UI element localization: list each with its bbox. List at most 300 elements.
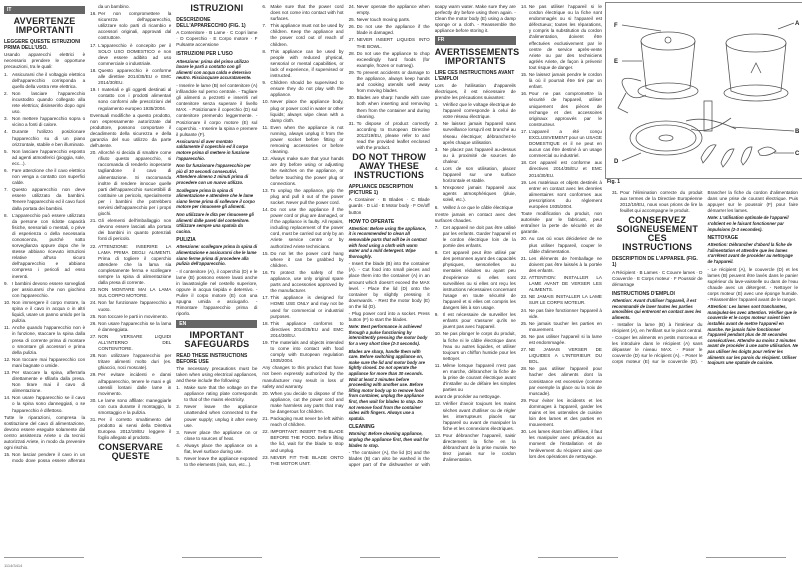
item-text: This appliance conforms to directives 2014/35/EU and EMC 2014/30/EU. xyxy=(270,320,344,338)
item-number: 16. xyxy=(90,11,97,17)
item-number: 28. xyxy=(348,50,355,56)
item-number: 17. xyxy=(520,128,528,134)
section-title: CONSERVARE QUESTE ISTRUZIONI xyxy=(98,3,244,462)
paragraph: - Plug power cord into a socket. Press button (F) to start the blades. xyxy=(348,311,430,323)
item-number: 13. xyxy=(262,187,269,193)
item-text: Ne pas utiliser l'appareil si la lame est endommagée. xyxy=(528,333,602,345)
numbered-item xyxy=(4,395,85,413)
numbered-item xyxy=(4,325,85,355)
item-text: Pour débrancher l'appareil, saisir directement la fiche en la débranchant de la prise murale. Ne tirez jamais sur le cordon d'alimentation. xyxy=(442,432,516,463)
item-text: Ne laissez jamais l'appareil sans surveillance lorsqu'il est branché au réseau électrique; débranchez-le après chaque utilisation. xyxy=(442,121,516,145)
item-text: NE JAMAIS VERSER DE LIQUIDES A L'INTERIEUR DU BOL. xyxy=(528,347,602,365)
item-text: NEVER INSERT LIQUIDS INTO THE BOWL. xyxy=(356,37,430,49)
page-code: 1114/3414 xyxy=(4,563,23,568)
numbered-item xyxy=(90,321,171,333)
item-number: 29. xyxy=(520,397,528,403)
item-number: 13. xyxy=(4,369,11,375)
item-text: Les matériaux et objets destinés à entrer en contact avec les denrées alimentaires sont conformes aux prescriptions du règlement européen 1935/2004. xyxy=(528,179,602,209)
item-text: This appliance must not be used by children. Keep the appliance and the power cord out of reach of children. xyxy=(270,23,344,47)
numbered-item xyxy=(4,370,85,394)
numbered-item xyxy=(4,187,85,211)
item-text: ATTENTION: INSTALLER LA LAME AVANT DE VERSER LES ALIMENTS. xyxy=(528,275,602,293)
manual-text-main xyxy=(4,4,602,468)
item-number: 4. xyxy=(176,442,181,448)
paragraph: A Récipient · B Lames · C Couvre lames · D Couvercle · E Corps moteur · F Poussoir de démarrage xyxy=(612,269,703,287)
item-number: 16. xyxy=(520,91,528,97)
numbered-item xyxy=(521,308,602,320)
paragraph: - The container (A), the lid (D) and the blades (B) can also be washed in the upper part of the dishwasher or with soapy warm water. Make sure they are perfectly dry before using them again. - Clean the motor body (E) using a damp sponge or a cloth. - Reassemble the appliance before storing it. xyxy=(348,4,516,468)
item-number: 27. xyxy=(90,333,97,339)
item-text: Fare attenzione che il cavo elettrico non venga a contatto con superfici calde. xyxy=(12,167,86,186)
warning-note: Non utilizzare le dita per rimuovere gli alimenti dalle pareti del contenitore. Utilizzare sempre una spatola da cucina. xyxy=(176,211,254,234)
paragraph: n'entre jamais en contact avec des surfaces chaudes. xyxy=(434,211,516,223)
divider xyxy=(4,557,84,558)
item-number: 24. xyxy=(520,307,528,313)
item-number: 11. xyxy=(262,124,269,130)
numbered-item xyxy=(90,398,171,416)
item-number: 30. xyxy=(520,429,528,435)
warning-note: Attention: Before using the appliance, it is recommended to clean all removable parts that will be in contact with food using a cloth with warm water and a mild detergent. Wipe thoroughly. xyxy=(348,225,427,259)
item-number: 28. xyxy=(520,366,528,372)
item-number: 8. xyxy=(4,212,8,218)
section-title: DO NOT THROW AWAY THESE INSTRUCTIONS xyxy=(352,152,427,181)
item-number: 14. xyxy=(4,395,11,401)
item-number: 6. xyxy=(262,4,267,9)
item-number: 7. xyxy=(4,187,8,193)
item-number: 11. xyxy=(4,325,11,331)
item-number: 31. xyxy=(612,190,619,195)
numbered-item xyxy=(262,270,343,294)
item-text: To dispose of product correctly according to European Directive 2012/19/EU, please refer to and read the provided leaflet enclosed with the product. xyxy=(356,120,430,151)
item-number: 27. xyxy=(520,347,528,353)
item-text: Même lorsque l'appareil n'est pas en marche, débrancher la fiche de la prise de courant électrique avant d'installer ou de défaire les simples parties ou xyxy=(442,362,516,393)
paragraph: Any changes to this product that have not been expressly authorized by the manufacturer may result in loss of safety and warranty. xyxy=(262,365,344,389)
numbered-item xyxy=(262,295,343,319)
item-number: 20. xyxy=(90,150,97,156)
item-text: Per evitare incidenti e danni all'apparecchio, tenere le mani e gli utensili lontani dalle lame in movimento. xyxy=(98,372,172,396)
subsection-heading: LEGGERE QUESTE ISTRUZIONI PRIMA DELL'USO. xyxy=(4,39,81,52)
item-number: 26. xyxy=(90,320,97,326)
numbered-item xyxy=(521,180,602,210)
item-number: 2. xyxy=(176,404,181,410)
item-text: When you decide to dispose of the appliance, cut the power cord and make harmless any parts that may be dangerous for children. xyxy=(270,390,344,414)
item-number: 11. xyxy=(434,362,441,368)
numbered-item xyxy=(435,147,516,165)
numbered-item xyxy=(349,24,430,36)
numbered-item xyxy=(4,72,85,90)
numbered-item xyxy=(90,314,171,320)
item-number: 15. xyxy=(262,250,269,256)
item-number: 24. xyxy=(90,300,97,306)
manual-text-side xyxy=(612,190,798,366)
numbered-item xyxy=(90,150,171,217)
paragraph: Tutte le riparazioni, compresa la sostituzione del cavo di alimentazione, devono essere eseguite solamente dal centro assistenza Ariete o da tecnici autorizzati Ariete, in modo da prevenire ogni rischio. xyxy=(4,414,86,451)
item-text: Assicurarsi che il voltaggio elettrico dell'apparecchio corrisponda a quello della vostra rete elettrica. xyxy=(12,71,86,89)
item-text: NEVER FIT THE BLADE ONTO THE MOTOR UNIT. xyxy=(270,454,344,466)
numbered-item xyxy=(262,49,343,79)
numbered-item xyxy=(521,429,602,459)
item-text: Ne placez pas l'appareil au-dessus ou à proximité de sources de chaleur. xyxy=(442,146,516,164)
numbered-item xyxy=(435,433,516,463)
item-text: Non far funzionare l'apparecchio a vuoto. xyxy=(98,300,172,312)
item-number: 4. xyxy=(4,129,8,135)
subsection-heading: NETTOYAGE xyxy=(707,235,739,242)
item-text: The materials and objects intended to come into contact with food comply with European regulation 1935/2004. xyxy=(270,339,344,364)
item-text: Do not use the appliance if the blade is damaged. xyxy=(356,24,430,36)
item-number: 23. xyxy=(262,454,269,460)
item-text: Non lasciar pendere il cavo in un modo dove possa essere afferrato da un bambino. xyxy=(12,4,130,464)
subsection-heading: HOW TO OPERATE xyxy=(348,218,395,225)
label-a: A xyxy=(795,21,800,27)
numbered-item xyxy=(262,4,343,22)
item-number: 20. xyxy=(520,236,528,242)
paragraph: Lors de l'utilisation d'appareils électriques, il est nécessaire de prendre les précautions suivantes: xyxy=(434,82,516,100)
item-number: 16. xyxy=(262,269,269,275)
warning-note: Note: Best performance is achieved through a pulse functioning by intermittently pressing the motor body for a very short time (2-3 seconds). xyxy=(348,324,428,346)
item-text: Ne pas utiliser l'appareil si le cordon électrique ou la fiche sont endommagés ou si l'appareil est défectueux; toutes les réparations, y compris la substitution du cordon d'alimentation, doivent être effectuées exclusivement par le centre de service après-vente Ariete ou par des techniciens agréés Ariete, de façon à prévenir tout risque de danger. xyxy=(528,4,602,70)
paragraph: The necessary precautions must be taken when using electrical appliances, and these include the following: xyxy=(176,365,258,383)
item-text: Cet appareil ne doit pas être utilisé par les enfants. Garder l'appareil et le cordon électrique loin de la portée des enfants. xyxy=(442,224,516,249)
numbered-item xyxy=(612,190,703,214)
numbered-item xyxy=(4,129,85,147)
item-text: Ne jamais toucher les parties en mouvement. xyxy=(528,320,602,332)
warning-note: Attention: Les lames sont tranchantes, manipulez-les avec attention. Vérifier que le couvercle et le corps moteur soient bien installés avant de mettre l'appareil en marche. Ne jamais faire fonctionner l'appareil pendant plus de 30 secondes consécutives. Attendre au moins 2 minutes avant de procéder à une autre utilisation. Ne pas utiliser les doigts pour retirer les aliments sur les parois du récipient. Utiliser toujours une spatule de cuisine. xyxy=(707,304,798,366)
item-text: NON MONTARE MAI LA LAMA SUL CORPO MOTORE. xyxy=(98,287,172,299)
item-number: 25. xyxy=(348,17,355,23)
numbered-item xyxy=(521,275,602,293)
item-number: 1. xyxy=(434,102,439,108)
paragraph: - Installer la lame (B) à l'intérieur du récipient (A), en l'enfilant sur le pivot central. - Couper les aliments en petits morceaux et les introduire dans le récipient (A) sans dépasser le niveau MAX. - Poser le couvercle (D) sur le récipient (A). - Poser le corps moteur (E) sur le couvercle (D). - Brancher la fiche du cordon d'alimentation dans une prise de courant électrique. Puis appuyer sur le poussoir (F) pour faire démarrer les lames. xyxy=(612,190,798,364)
item-text: Ne pas faire fonctionner l'appareil à vide. xyxy=(528,307,602,319)
item-number: 13. xyxy=(434,432,442,438)
item-text: Per non compromettere la sicurezza dell'apparecchio, utilizzare solo parti di ricambio e accessori originali, approvati dal costruttore. xyxy=(98,11,172,41)
item-number: 21. xyxy=(520,255,528,261)
item-text: L'appareil a été conçu EXCLUSIVEMENT pour un USAGE DOMESTIQUE et il ne peut en aucun cas être destiné à un usage commercial ou industriel. xyxy=(528,128,602,159)
item-number: 15. xyxy=(4,452,11,458)
item-text: Never operate the appliance when empty. xyxy=(356,4,430,16)
numbered-item xyxy=(435,331,516,361)
numbered-item xyxy=(349,70,430,94)
item-number: 15. xyxy=(520,72,528,78)
item-number: 5. xyxy=(176,456,181,462)
numbered-item xyxy=(521,347,602,365)
item-text: Vérifiez que le voltage électrique de l'appareil corresponde à celui de votre réseau électrique. xyxy=(442,102,516,120)
item-text: Au cas où vous décideriez de ne plus utiliser l'appareil, couper le câble d'alimentation. xyxy=(528,236,602,254)
item-text: Non usare l'apparecchio se la lama è danneggiata. xyxy=(98,320,172,332)
numbered-item xyxy=(176,385,257,403)
item-text: Anche quando l'apparecchio non è in funzione, staccare la spina dalla presa di corrente prima di montare o smontare gli accessori e prima della pulizia. xyxy=(12,325,86,355)
item-text: Never touch moving parts. xyxy=(356,17,411,23)
numbered-item xyxy=(262,188,343,206)
item-text: Make sure that the voltage on the appliance rating plate corresponds to that of the mains electricity. xyxy=(184,385,258,403)
numbered-item xyxy=(4,357,85,369)
item-text: Non lasciare l'apparecchio esposto ad agenti atmosferici (pioggia, sole, ecc...). xyxy=(12,148,86,166)
item-number: 10. xyxy=(262,99,269,105)
item-number: 18. xyxy=(520,160,528,166)
warning-note: Assicurarsi di aver montato saldamente il coperchio ed il corpo motore prima di mettere in funzione l'apparecchio. xyxy=(176,138,250,161)
item-text: Gli elementi dell'imballaggio non devono essere lasciati alla portata dei bambini in quanto potenziali fonti di pericolo. xyxy=(98,218,172,242)
numbered-item xyxy=(521,398,602,428)
numbered-item xyxy=(4,213,85,280)
item-number: 10. xyxy=(4,299,11,305)
item-number: 4. xyxy=(434,165,439,171)
item-number: 10. xyxy=(434,331,442,337)
item-number: 3. xyxy=(176,429,181,435)
item-number: 2. xyxy=(434,121,439,127)
item-text: Pour ne pas compromettre la sécurité de l'appareil, utiliser uniquement des pièces de rechange et des accessoires originaux approuvés par le constructeur. xyxy=(528,91,602,127)
numbered-item xyxy=(435,205,516,211)
numbered-item xyxy=(262,156,343,186)
numbered-item xyxy=(521,366,602,396)
numbered-item xyxy=(521,294,602,306)
label-c: C xyxy=(795,151,800,157)
item-number: 28. xyxy=(90,353,97,359)
item-text: Non usare l'apparecchio se il cavo o la spina sono danneggiati, o se l'apparecchio è difettoso. xyxy=(12,395,86,413)
item-text: Les éléments de l'emballage ne doivent pas être laissés à la portée des enfants. xyxy=(528,255,602,273)
item-text: Packaging must never be left within reach of children. xyxy=(270,416,344,428)
item-number: 8. xyxy=(262,48,267,54)
paragraph: avant de procéder au nettoyage. xyxy=(434,394,501,400)
item-text: Allorché si decida di smaltire come rifiuto questo apparecchio, si raccomanda di renderlo inoperante tagliandone il cavo di alimentazione. Si raccomanda inoltre di rendere innocue quelle parti dell'apparecchio suscettibili di costituire un pericolo, specialmente per i bambini che potrebbero servirsi dell'apparecchio per i propri giochi. xyxy=(98,150,172,217)
section-title: AVERTISSEMENTS IMPORTANTS xyxy=(434,46,520,66)
numbered-item xyxy=(349,95,430,119)
divider xyxy=(360,557,440,558)
item-number: 19. xyxy=(520,179,528,185)
numbered-item xyxy=(262,23,343,47)
item-text: Il est nécessaire de surveiller les enfants pour s'assurer qu'ils ne jouent pas avec l'appareil. xyxy=(442,312,516,330)
item-text: Le lame sono affilate: maneggiarle con cura durante il montaggio, lo smontaggio e la pulizia. xyxy=(98,397,172,415)
numbered-item xyxy=(435,166,516,184)
item-number: 18. xyxy=(262,320,269,326)
warning-note: Attenzione: scollegare prima la spina di alimentazione e assicurarsi che le lame siano ferme prima di procedere alla pulizia dell'apparecchio. xyxy=(176,244,258,267)
numbered-item xyxy=(262,99,343,123)
item-text: Never leave the appliance unattended when connected to the power supply; unplug it after every use. xyxy=(184,404,258,428)
item-text: Ne pas utiliser l'appareil pour hacher des aliments dont la consistance est excessive (comme par exemple la glace ou la noix de muscade). xyxy=(528,366,602,396)
item-text: ATTENZIONE: INSERIRE LA LAMA PRIMA DEGLI ALIMENTI. Prima di togliere il coperchio attendere che la lama sia completamente ferma e scollegare sempre la spina di alimentazione dalla presa di corrente. xyxy=(98,243,172,286)
item-text: Durante l'utilizzo posizionare l'apparecchio su di un piano orizzontale, stabile e ben illuminato. xyxy=(12,129,86,147)
item-number: 2. xyxy=(4,90,8,96)
warning-note: Attention: Avant d'utiliser l'appareil, il est recommandé de laver toutes les parties amovibles qui entreront en contact avec les aliments. xyxy=(612,297,702,320)
subsection-heading: PULIZIA xyxy=(176,237,196,244)
item-text: Never place the appliance on or close to sources of heat. xyxy=(184,429,258,441)
item-number: 31. xyxy=(90,417,97,423)
subsection-heading: DESCRIPTION DE L'APPAREIL (FIG. 1) xyxy=(612,256,698,269)
warning-note: Attenzione: prima del primo utilizzo lavare le parti a contatto con gli alimenti con acqua calda e detersivo neutro. Risciacquare accuratamente. xyxy=(176,58,252,81)
numbered-item xyxy=(435,363,516,393)
warning-note: Non far funzionare l'apparecchio per più di 30 secondi consecutivi. Attendere almeno 2 minuti prima di procedere con un nuovo utilizzo. xyxy=(176,163,251,185)
numbered-item xyxy=(262,207,343,250)
numbered-item xyxy=(521,4,602,71)
item-text: To unplug the appliance, grip the plug and pull it out of the power socket. Never pull the power cord. xyxy=(270,187,344,205)
numbered-item xyxy=(435,401,516,431)
item-text: Non immergere il corpo motore, la spina e il cavo in acqua o in altri liquidi, usare un panno umido per la pulizia. xyxy=(12,299,86,324)
item-number: 26. xyxy=(520,333,528,339)
item-text: L'apparecchio può essere utilizzato da persone con ridotte capacità fisiche, sensoriali o mentali, o prive di esperienza o della necessaria conoscenza, purché sotto sorveglianza oppure dopo che le stesse abbiano ricevuto istruzioni relative all'uso sicuro dell'apparecchio e abbiano compreso i pericoli ad esso inerenti. xyxy=(12,212,86,279)
item-text: Never place the appliance body, plug or power cord in water or other liquids; always wipe clean with a damp cloth. xyxy=(270,99,344,123)
numbered-item xyxy=(90,68,171,86)
numbered-item xyxy=(349,17,430,23)
item-text: Questo apparecchio è conforme alle direttive 2014/35/EU e EMC 2014/30/EU. xyxy=(98,67,172,86)
item-text: This appliance is designed for HOME USE ONLY and may not be used for commercial or industrial purposes. xyxy=(270,295,344,319)
item-text: Ne laissez jamais pendre le cordon là où il pourrait être tiré par un enfant. xyxy=(528,72,602,90)
numbered-item xyxy=(90,417,171,441)
numbered-item xyxy=(435,121,516,145)
item-text: To prevent accidents or damage to the appliance, always keep hands and cooking utensils well away from moving blades. xyxy=(356,69,430,94)
item-text: Lors de son utilisation, placez l'appareil sur une surface horizontale et stable. xyxy=(442,165,516,184)
paragraph: - Inserire le lame (B) nel contenitore (A) infilandole sul perno centrale. - Tagliare gli alimenti a pezzetti e inserirli nel contenitore senza superare il livello MAX. - Posizionare il coperchio (D) sul contenitore premendo leggermente. - Posizionare il corpo motore (E) sul coperchio. - Inserire la spina e premere il pulsante (F). xyxy=(176,82,258,137)
paragraph: Eventuali modifiche a questo prodotto, non espressamente autorizzate dal produttore, possono comportare il decadimento della sicurezza e della garanzia del suo utilizzo da parte dell'utente. xyxy=(90,112,172,149)
item-number: 9. xyxy=(434,312,439,318)
item-number: 7. xyxy=(262,23,267,29)
label-b: B xyxy=(795,129,800,135)
numbered-item xyxy=(435,102,516,120)
subsection-heading: READ THESE INSTRUCTIONS BEFORE USE xyxy=(176,352,248,365)
item-text: Pour éviter les incidents et les dommages à l'appareil, garder les mains et les ustensiles de cuisine loin des lames et des parties en mouvement. xyxy=(528,397,602,428)
item-text: Les lames étant bien affilées, il faut les manipuler avec précaution au moment de l'installation et de l'enlèvement du récipient ainsi que lors des opérations de nettoyage. xyxy=(528,429,602,459)
item-number: 12. xyxy=(434,401,442,407)
warning-note: Note: L'utilisation optimale de l'appareil s'obtient en le faisant fonctionner par impulsions (2-3 secondes). xyxy=(707,215,789,232)
paragraph: A Contenitore · B Lame · C Copri lame · D Coperchio · E Corpo motore · F Pulsante accensione xyxy=(176,30,258,48)
numbered-item xyxy=(90,43,171,67)
numbered-item xyxy=(521,321,602,333)
item-number: 31. xyxy=(348,120,355,126)
numbered-item xyxy=(521,160,602,178)
item-number: 25. xyxy=(90,313,97,319)
item-text: NE JAMAIS INSTALLER LA LAME SUR LE CORPS MOTEUR. xyxy=(528,294,602,306)
item-text: Even when the appliance is not running, always unplug it from the power socket before fitting or removing accessories or before cleaning. xyxy=(270,124,344,155)
numbered-item xyxy=(90,300,171,312)
item-number: 12. xyxy=(262,156,269,162)
numbered-item xyxy=(262,429,343,453)
paragraph: - Le récipient (A), le couvercle (D) et les lames (B) peuvent être lavés dans le panier supérieur du lave-vaisselle ou dans de l'eau chaude avec un détergent. - Nettoyer le corps moteur (E) avec une éponge humide. - Réassembler l'appareil avant de le ranger. xyxy=(707,266,798,303)
numbered-item xyxy=(90,218,171,242)
item-text: NON VERSARE LIQUIDI ALL'INTERNO DEL CONTENITORE. xyxy=(98,333,172,352)
item-text: Cet appareil est conforme aux directives 2014/35/EU et EMC 2014/30/EU. xyxy=(528,160,602,178)
numbered-item xyxy=(349,37,430,49)
item-number: 21. xyxy=(262,416,269,422)
paragraph: - Il contenitore (A), il coperchio (D) e le lame (B) possono essere lavati anche in lavastoviglie nel cestello superiore, oppure in acqua tiepida e detersivo. - Pulire il corpo motore (E) con una spugna umida e asciugarlo. - Rimontare l'apparecchio prima di riporlo. xyxy=(176,268,258,317)
numbered-item xyxy=(521,334,602,346)
label-f: F xyxy=(614,23,618,29)
item-number: 12. xyxy=(4,356,11,362)
subsection-heading: APPLIANCE DESCRIPTION (PICTURE 1) xyxy=(348,184,414,197)
subsection-heading: DESCRIZIONE DELL'APPARECCHIO (FIG. 1) xyxy=(176,17,246,30)
warning-note: Attention: Débrancher d'abord la fiche de l'alimentation et attendre que les lames s'arrêtent avant de procéder au nettoyage de l'appareil. xyxy=(707,242,793,265)
item-text: Questo apparecchio non deve essere utilizzato da bambini. Tenere l'apparecchio ed il cavo fuori dalla portata dei bambini. xyxy=(12,187,86,211)
numbered-item xyxy=(349,51,430,69)
item-number: 5. xyxy=(4,148,8,154)
item-number: 19. xyxy=(90,87,97,93)
figure-caption: Fig. 1 xyxy=(607,179,621,185)
numbered-item xyxy=(90,334,171,352)
numbered-item xyxy=(4,149,85,167)
numbered-item xyxy=(435,250,516,311)
warning-note: Blades are sharp, handle them with care. Before switching appliance on, make sure the lid and motor body are tightly closed. Do not operate the appliance for more than 30 seconds. Wait at least 2 minutes before proceeding with another use. Before lifting motor body up to remove food from container, unplug the appliance first, then wait for blades to stop. Do not remove food from the container sides with fingers. Always use a spatula. xyxy=(348,348,425,421)
item-number: 27. xyxy=(348,37,355,43)
paragraph: A Container · B Blades · C Blade guards · D Lid · E Motor body · F On/off button xyxy=(348,197,430,215)
numbered-item xyxy=(176,430,257,442)
item-text: Per staccare la spina, afferrarla direttamente e sfilarla dalla presa. Non tirare mai il cavo di alimentazione. xyxy=(12,369,86,394)
numbered-item xyxy=(521,129,602,159)
item-number: 17. xyxy=(90,42,97,48)
item-text: Children should be supervised to ensure they do not play with the appliance. xyxy=(270,80,344,98)
numbered-item xyxy=(90,244,171,287)
item-number: 20. xyxy=(262,390,269,396)
numbered-item xyxy=(4,168,85,186)
numbered-item xyxy=(4,281,85,299)
subsection-heading: INSTRUCTIONS D'EMPLOI xyxy=(612,290,675,297)
item-number: 6. xyxy=(4,167,8,173)
chopper-parts-illustration xyxy=(606,3,802,178)
numbered-item xyxy=(521,256,602,274)
item-text: Blades are sharp: handle with care both when inserting and removing them from the container and during cleaning. xyxy=(356,95,430,119)
item-text: N'exposez jamais l'appareil aux agents atmosphériques (pluie, soleil, etc.). xyxy=(442,185,516,203)
section-title: CONSERVEZ SOIGNEUSEMENT CES INSTRUCTIONS xyxy=(616,215,699,253)
item-number: 3. xyxy=(4,116,8,122)
item-text: Never leave the appliance exposed to the elements (rain, sun, etc...). xyxy=(184,456,258,468)
numbered-item xyxy=(90,87,171,111)
numbered-item xyxy=(90,372,171,396)
warning-note: Warning: Before cleaning appliance, unplug the appliance first, then wait for blades to stop. xyxy=(348,431,429,448)
numbered-item xyxy=(262,340,343,364)
numbered-item xyxy=(262,80,343,98)
paragraph: Toute modification du produit, non autorisée par le fabricant, peut entraîner la perte de sécurité et de garantie. xyxy=(520,211,602,235)
numbered-item xyxy=(4,300,85,324)
item-text: Vérifier d'avoir toujours les mains sèches avant d'utiliser ou de régler les interrupteurs placés sur l'appareil ou avant de manipuler la fiche et les connexions électriques. xyxy=(442,401,516,431)
numbered-item xyxy=(349,4,430,16)
numbered-item xyxy=(262,416,343,428)
numbered-item xyxy=(435,185,516,203)
item-number: 22. xyxy=(520,275,528,281)
item-text: Do not use the appliance if the power cord or plug are damaged, or if the appliance is faulty. All repairs, including replacement of the power cord, must be carried out only by an Ariete service centre or by authorized Ariete technicians. xyxy=(270,207,344,249)
item-number: 23. xyxy=(520,294,528,300)
item-number: 29. xyxy=(90,372,97,378)
item-text: Non utilizzare l'apparecchio per tritare alimenti molto duri (es. ghiaccio, noci moscate). xyxy=(98,353,172,371)
item-number: 9. xyxy=(262,80,267,86)
item-number: 26. xyxy=(348,24,355,30)
item-text: I bambini devono essere sorvegliati per assicurarsi che non giochino con l'apparecchio. xyxy=(12,280,86,298)
item-number: 30. xyxy=(90,397,97,403)
subsection-heading: LIRE CES INSTRUCTIONS AVANT L'EMPLOI xyxy=(434,69,515,82)
numbered-item xyxy=(90,287,171,299)
item-number: 19. xyxy=(262,339,269,345)
item-text: Make sure that the power cord does not come into contact with hot surfaces. xyxy=(270,4,344,22)
item-number: 23. xyxy=(90,287,97,293)
item-text: Cet appareil peut être utilisé par des personnes ayant des capacités physiques, sensorielles ou mentales réduites ou ayant peu d'expérience si elles sont surveillées ou si elles ont reçu les instructions nécessaires concernant l'usage en toute sécurité de l'appareil et si elles ont compris les dangers liés à son usage. xyxy=(442,250,516,311)
paragraph: Usando apparecchi elettrici è necessario prendere le opportune precauzioni, tra le quali: xyxy=(4,52,86,70)
numbered-item xyxy=(262,391,343,415)
item-text: I materiali e gli oggetti destinati al contatto con i prodotti alimentari sono conformi alle prescrizioni del regolamento europeo 1935/2004. xyxy=(98,87,172,111)
label-d: D xyxy=(614,159,619,165)
item-text: Do not let the power cord hang where it can be grabbed by children. xyxy=(270,250,344,268)
item-number: 5. xyxy=(434,185,439,191)
numbered-item xyxy=(435,225,516,249)
item-number: 1. xyxy=(4,71,8,77)
item-number: 30. xyxy=(348,95,355,101)
numbered-item xyxy=(521,72,602,90)
language-badge: EN xyxy=(176,320,257,328)
item-number: 6. xyxy=(434,204,439,210)
appliance-figure xyxy=(605,2,802,179)
divider xyxy=(538,557,618,558)
numbered-item xyxy=(435,312,516,330)
paragraph: - Insert the blade (B) into the container (A). - Cut food into small pieces and place them into the container (A) in an amount which doesn't exceed the MAX level. - Place the lid (D) onto the container by slightly pressing it downwards. - Rest the motor body (E) on the lid (D). xyxy=(348,261,430,309)
numbered-item xyxy=(176,443,257,455)
item-number: 14. xyxy=(520,4,528,9)
item-text: Non toccare mai l'apparecchio con mani bagnate o umide. xyxy=(12,356,86,368)
divider xyxy=(706,557,786,558)
numbered-item xyxy=(90,353,171,371)
